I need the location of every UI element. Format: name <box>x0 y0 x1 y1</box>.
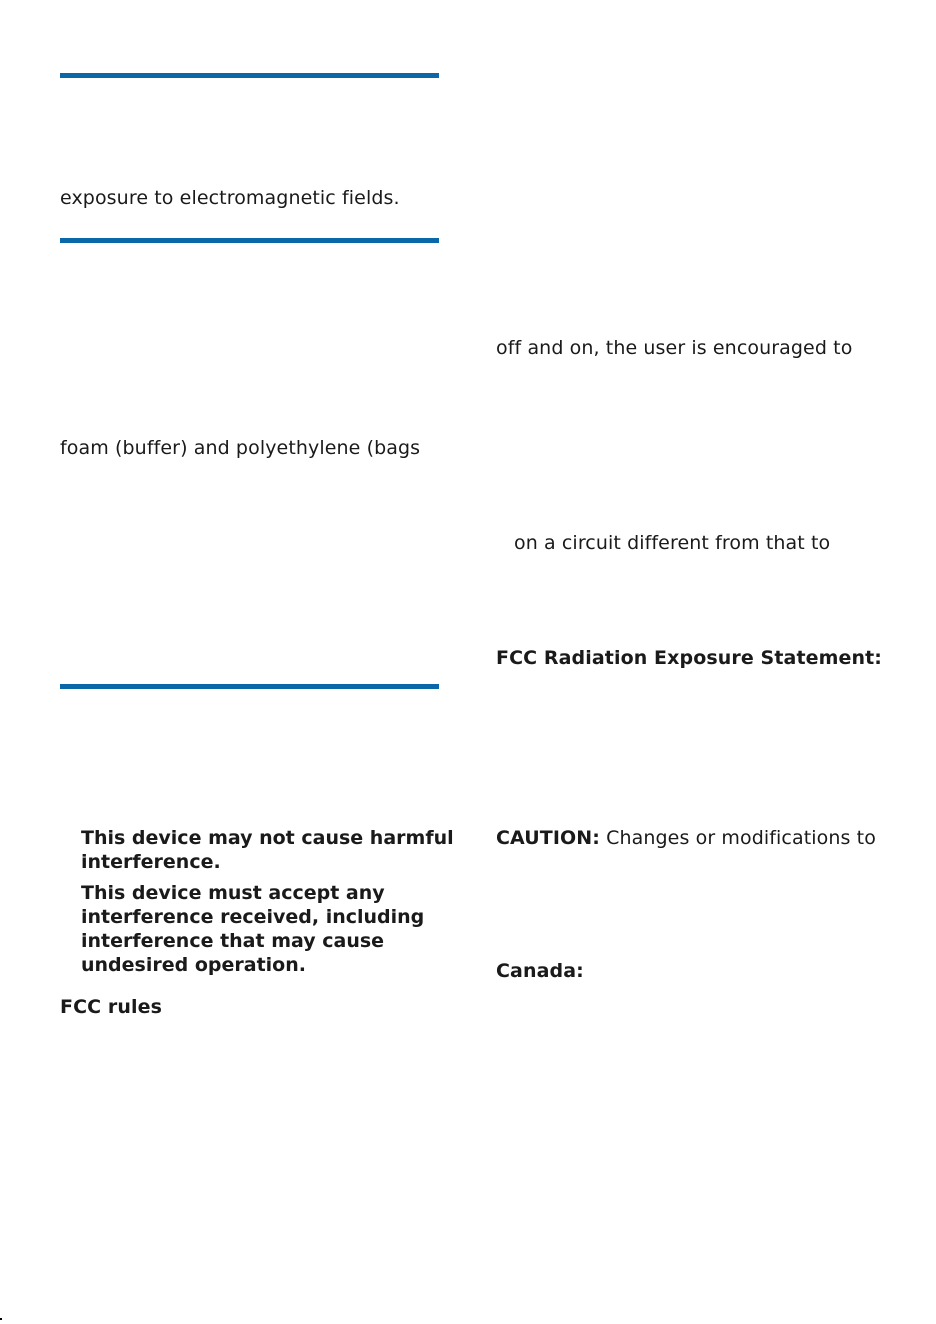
fcc-rules-heading: FCC rules <box>60 996 162 1018</box>
page-corner-mark <box>0 1318 2 1320</box>
caution-label: CAUTION: <box>496 827 600 849</box>
section-rule-3 <box>60 684 439 689</box>
circuit-line: on a circuit different from that to <box>514 532 831 554</box>
foam-line: foam (buffer) and polyethylene (bags <box>60 437 421 459</box>
caution-line <box>496 826 876 850</box>
section-rule-1 <box>60 73 439 78</box>
condition-2-line-3: interference that may cause <box>81 930 385 952</box>
condition-1-line-1: This device may not cause harmful <box>81 827 454 849</box>
section-rule-2 <box>60 238 439 243</box>
fcc-conditions-list <box>81 826 454 977</box>
radiation-exposure-heading: FCC Radiation Exposure Statement: <box>496 647 882 669</box>
caution-text: Changes or modifications to <box>599 827 876 849</box>
canada-heading: Canada: <box>496 960 584 982</box>
condition-2-line-2: interference received, including <box>81 906 425 928</box>
exposure-line: exposure to electromagnetic fields. <box>60 187 400 209</box>
off-on-line: off and on, the user is encouraged to <box>496 337 853 359</box>
condition-1-line-2: interference. <box>81 851 221 873</box>
condition-2-line-1: This device must accept any <box>81 882 385 904</box>
condition-2-line-4: undesired operation. <box>81 954 306 976</box>
